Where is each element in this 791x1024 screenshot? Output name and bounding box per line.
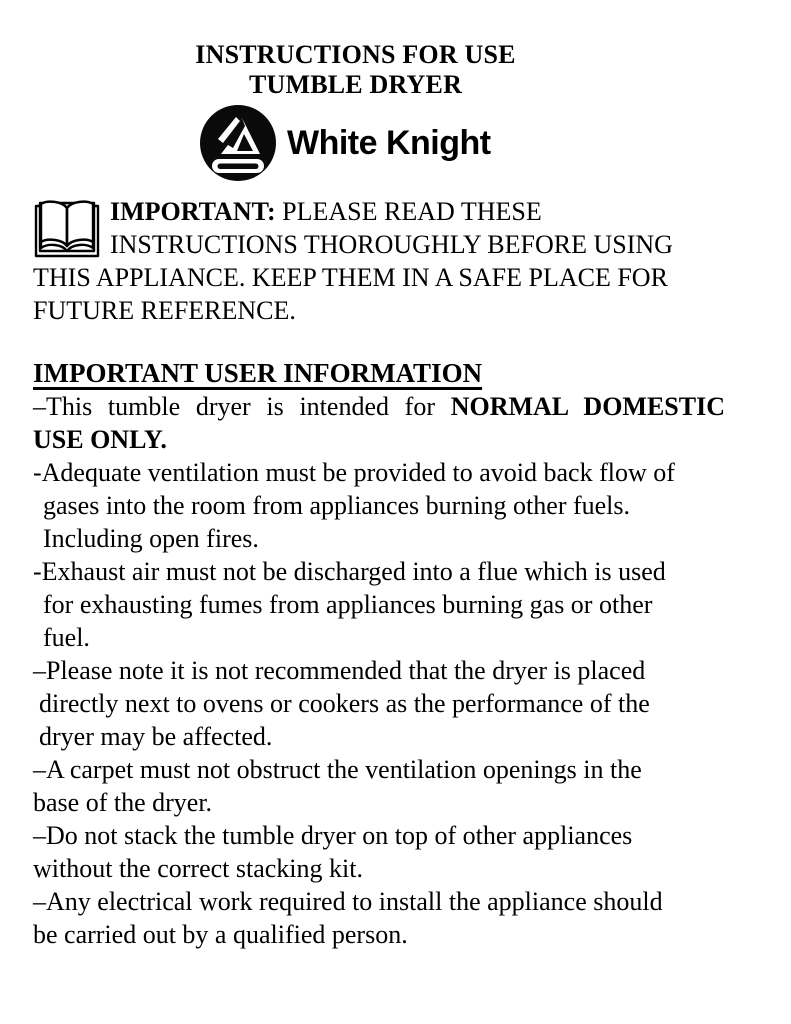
brand-logo-row	[199, 104, 791, 182]
important-notice-text	[33, 195, 761, 327]
text-line	[33, 885, 761, 918]
list-item	[33, 390, 761, 456]
list-item	[33, 753, 761, 819]
list-item	[33, 819, 761, 885]
text-line	[33, 687, 761, 720]
important-notice	[33, 195, 761, 327]
text-run: INSTRUCTIONS THOROUGHLY BEFORE USING	[110, 230, 673, 259]
text-run: be carried out by a qualified person.	[33, 920, 408, 949]
text-run: dryer may be affected.	[39, 722, 273, 751]
list-item	[33, 885, 761, 951]
text-run: –Any electrical work required to install the appliance should	[33, 887, 663, 916]
text-run: without the correct stacking kit.	[33, 854, 363, 883]
text-run: fuel.	[43, 623, 90, 652]
text-line	[33, 489, 761, 522]
user-information-heading-row	[33, 357, 761, 390]
text-run: Including open fires.	[43, 524, 259, 553]
bold-text: USE ONLY.	[33, 425, 167, 454]
text-line	[33, 588, 761, 621]
bold-text: IMPORTANT:	[110, 197, 276, 226]
list-item	[33, 654, 761, 753]
text-run: –This tumble dryer is intended for	[33, 392, 451, 421]
list-item	[33, 555, 761, 654]
text-run: –A carpet must not obstruct the ventilation openings in the	[33, 755, 642, 784]
document-body	[33, 195, 761, 951]
text-line	[33, 228, 761, 261]
title-line-2: TUMBLE DRYER	[248, 70, 463, 99]
text-line	[33, 522, 761, 555]
text-line	[33, 390, 761, 423]
text-line	[33, 819, 761, 852]
text-run: -Exhaust air must not be discharged into a flue which is used	[33, 557, 666, 586]
text-line	[33, 261, 761, 294]
document-title	[33, 40, 678, 100]
text-run: FUTURE REFERENCE.	[33, 296, 296, 325]
brand-name: White Knight	[287, 123, 491, 162]
text-run: -Adequate ventilation must be provided to avoid back flow of	[33, 458, 675, 487]
text-run: base of the dryer.	[33, 788, 213, 817]
text-line	[33, 786, 761, 819]
text-run: directly next to ovens or cookers as the performance of the	[39, 689, 650, 718]
text-line	[33, 423, 761, 456]
text-line	[33, 654, 761, 687]
open-book-icon	[33, 197, 101, 259]
text-run: PLEASE READ THESE	[275, 197, 542, 226]
text-run: gases into the room from appliances burning other fuels.	[43, 491, 631, 520]
text-line	[33, 720, 761, 753]
text-line	[33, 918, 761, 951]
text-line	[33, 753, 761, 786]
list-item	[33, 456, 761, 555]
text-line	[33, 555, 761, 588]
text-line	[33, 195, 761, 228]
title-line-1: INSTRUCTIONS FOR USE	[195, 40, 516, 69]
text-run: –Please note it is not recommended that the dryer is placed	[33, 656, 646, 685]
white-knight-logo-icon	[199, 104, 277, 182]
text-run: THIS APPLIANCE. KEEP THEM IN A SAFE PLACE FOR	[33, 263, 668, 292]
text-line	[33, 621, 761, 654]
user-information-list	[33, 390, 761, 951]
bold-text: NORMAL DOMESTIC	[450, 392, 726, 421]
text-run: –Do not stack the tumble dryer on top of other appliances	[33, 821, 633, 850]
text-line	[33, 294, 761, 327]
text-line	[33, 852, 761, 885]
text-line	[33, 456, 761, 489]
text-run: for exhausting fumes from appliances burning gas or other	[43, 590, 653, 619]
section-heading: IMPORTANT USER INFORMATION	[33, 358, 483, 388]
